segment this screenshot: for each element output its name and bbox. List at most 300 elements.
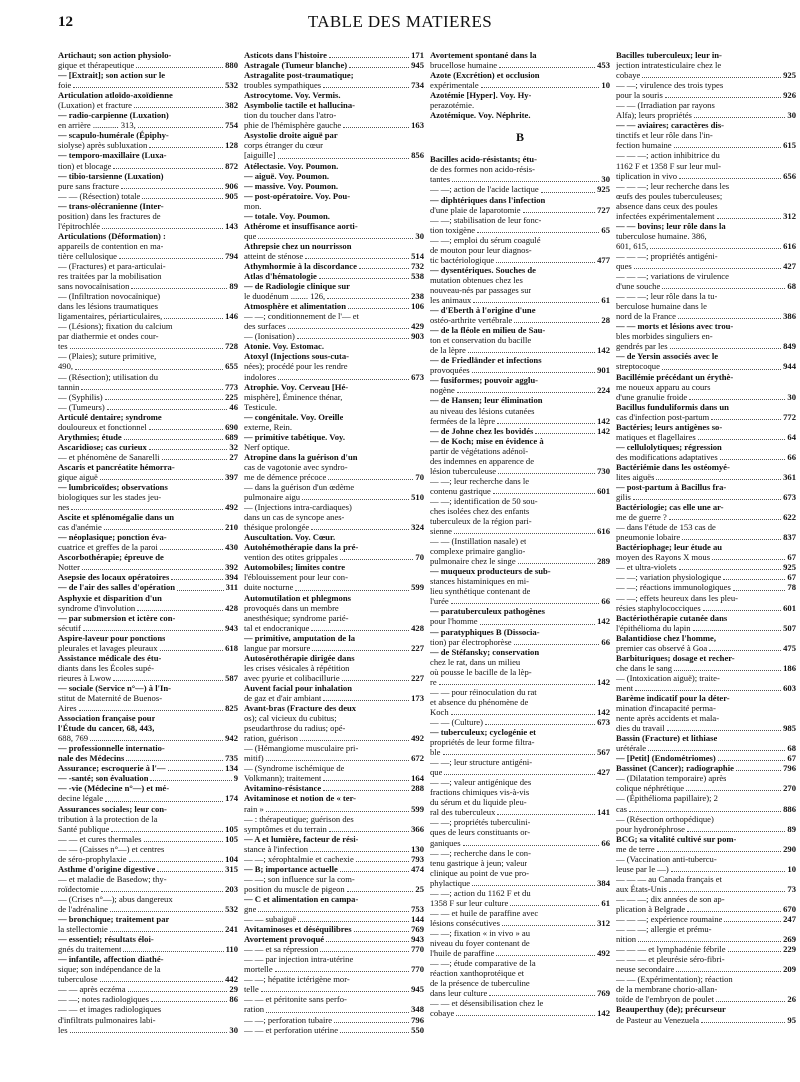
index-entry-term: duite nocturne — [244, 582, 294, 593]
index-entry-page: 886 — [783, 803, 796, 814]
index-entry-term: nition — [616, 934, 637, 945]
index-entry — [58, 502, 238, 512]
leader-dots — [113, 167, 223, 169]
leader-dots — [334, 1021, 409, 1023]
leader-dots — [701, 1021, 785, 1023]
index-entry-term: Ascaris et pancréatite hémorra- — [58, 461, 175, 472]
index-entry-term: — de Radiologie clinique sur — [244, 281, 350, 292]
index-entry — [430, 968, 610, 978]
leader-dots — [261, 990, 409, 992]
index-entry-term: roïdectomie — [58, 883, 100, 894]
index-entry-page: 730 — [597, 465, 610, 476]
index-entry-term: troubles sympathiques — [244, 80, 322, 91]
index-entry-page: 224 — [597, 385, 610, 396]
index-entry — [430, 998, 610, 1008]
index-entry — [244, 743, 424, 753]
index-entry — [616, 753, 796, 763]
index-entry-term: de la lèpre — [430, 345, 466, 356]
leader-dots — [354, 930, 410, 932]
index-entry-term: la stellectomie — [58, 924, 108, 935]
index-entry-term: — diphtériques dans l'infection — [430, 194, 546, 205]
index-entry-page: 384 — [597, 877, 610, 888]
index-entry — [58, 572, 238, 582]
index-entry — [616, 793, 796, 803]
index-entry — [430, 576, 610, 586]
index-entry-term: — (Crises n°—); abus dangereux — [58, 893, 173, 904]
index-entry-page: 67 — [787, 572, 796, 583]
index-entry-term: — — par injection intra-utérine — [244, 954, 354, 965]
leader-dots — [451, 713, 595, 715]
index-entry — [430, 70, 610, 80]
index-entry — [58, 954, 238, 964]
index-entry — [244, 492, 424, 502]
index-entry-term: Articulation atloïdo-axoïdienne — [58, 90, 173, 101]
index-entry-term: lites aiguës — [616, 471, 655, 482]
index-entry — [616, 271, 796, 281]
index-entry-term: de séro-prophylaxie — [58, 853, 127, 864]
index-entry — [430, 456, 610, 466]
index-entry — [616, 713, 796, 723]
leader-dots — [150, 779, 231, 781]
index-entry — [244, 442, 424, 452]
index-entry — [430, 205, 610, 215]
index-entry — [58, 693, 238, 703]
index-entry-page: 227 — [411, 642, 424, 653]
index-entry — [244, 944, 424, 954]
index-entry — [244, 643, 424, 653]
leader-dots — [311, 629, 409, 631]
index-entry-term: syndrome d'involution — [58, 602, 136, 613]
index-entry — [58, 191, 238, 201]
index-entry-term: Atélectasie. Voy. Poumon. — [244, 160, 339, 171]
leader-dots — [138, 126, 223, 128]
index-entry-page: 925 — [783, 70, 796, 81]
leader-dots — [499, 66, 595, 68]
index-entry — [430, 787, 610, 797]
index-entry — [616, 120, 796, 130]
leader-dots — [451, 602, 600, 604]
index-entry — [244, 703, 424, 713]
leader-dots — [295, 589, 409, 591]
index-entry — [244, 783, 424, 793]
index-entry-page: 427 — [783, 260, 796, 271]
index-entry-term: le duodénum ........ 126, — [244, 291, 326, 302]
index-entry — [244, 522, 424, 532]
index-entry — [430, 285, 610, 295]
index-entry-term: — totale. Voy. Poumon. — [244, 210, 330, 221]
index-entry — [616, 90, 796, 100]
index-entry — [244, 60, 424, 70]
index-entry — [244, 130, 424, 140]
index-entry-term: — —; emploi du sérum coagulé — [430, 234, 541, 245]
index-entry-page: 655 — [225, 361, 238, 372]
leader-dots — [157, 870, 223, 872]
index-entry — [616, 914, 796, 924]
index-entry — [244, 171, 424, 181]
index-entry — [244, 964, 424, 974]
index-entry — [430, 536, 610, 546]
index-entry-term: — (Hémangiome musculaire pri- — [244, 743, 359, 754]
index-entry-page: 689 — [225, 431, 238, 442]
index-entry-term: tal et endocranique — [244, 622, 310, 633]
index-entry-term: douloureux et fonctionnel — [58, 421, 147, 432]
index-entry — [616, 382, 796, 392]
index-entry-term: decine légale — [58, 793, 104, 804]
index-entry — [58, 452, 238, 462]
index-entry-term: du sérum et du liquide pleu- — [430, 797, 527, 808]
index-entry — [616, 392, 796, 402]
index-entry-term: neuse secondaire — [616, 964, 675, 975]
index-entry-term: partir de végétations adénoï- — [430, 445, 529, 456]
index-entry-term: Astragalite post-traumatique; — [244, 70, 354, 81]
index-entry-term: — — — et pleurésie séro-fibri- — [616, 954, 725, 965]
index-entry-term: Aires — [58, 703, 77, 714]
index-entry-term: — [Extrait]; son action sur le — [58, 70, 166, 81]
index-entry-page: 142 — [597, 676, 610, 687]
index-entry — [430, 375, 610, 385]
index-entry-page: 672 — [411, 753, 424, 764]
index-entry — [430, 948, 610, 958]
leader-dots — [326, 940, 409, 942]
index-entry-term: nouveau-nés par passages sur — [430, 284, 532, 295]
index-entry — [430, 305, 610, 315]
index-entry-page: 289 — [597, 556, 610, 567]
index-entry-page: 171 — [411, 50, 424, 60]
index-entry-term: sécutif — [58, 622, 81, 633]
index-entry — [616, 50, 796, 60]
index-entry — [430, 416, 610, 426]
index-entry-term: et absence du phénomène de — [430, 696, 529, 707]
index-entry-term: tiplication in vivo — [616, 170, 678, 181]
leader-dots — [356, 860, 409, 862]
index-entry — [244, 834, 424, 844]
index-entry — [616, 974, 796, 984]
index-entry-term: telle — [244, 984, 259, 995]
index-entry — [430, 1008, 610, 1018]
index-entry — [244, 854, 424, 864]
index-entry — [244, 1015, 424, 1025]
index-entry — [430, 797, 610, 807]
index-entry-term: de gaz et d'air ambiant — [244, 693, 322, 703]
index-entry — [58, 874, 238, 884]
index-entry — [616, 844, 796, 854]
index-entry-page: 311 — [225, 582, 238, 593]
index-entry-term: langue par morsure — [244, 642, 311, 653]
index-entry-term: position) dans les fractures de — [58, 210, 161, 221]
index-entry — [430, 687, 610, 697]
index-entry — [244, 593, 424, 603]
index-entry-term: les animaux — [430, 294, 472, 305]
leader-dots — [718, 759, 786, 761]
index-entry-term: — —; leur recherche dans le — [430, 475, 530, 486]
index-entry — [616, 251, 796, 261]
leader-dots — [485, 723, 595, 725]
index-entry-page: 926 — [783, 90, 796, 101]
index-entry-term: cuatrice et greffes de la paroi — [58, 542, 158, 553]
index-entry — [58, 231, 238, 241]
leader-dots — [83, 629, 223, 631]
index-entry — [244, 191, 424, 201]
index-entry-term: nord de la France — [616, 311, 676, 322]
index-entry-page: 315 — [225, 863, 238, 874]
index-entry-term: me de guerre ? — [616, 512, 667, 523]
index-entry — [58, 100, 238, 110]
index-entry-term: — — — au Canada français et — [616, 873, 722, 884]
leader-dots — [518, 562, 595, 564]
index-entry-page: 105 — [225, 833, 238, 844]
index-entry-page: 732 — [411, 260, 424, 271]
index-entry — [244, 542, 424, 552]
index-entry — [616, 502, 796, 512]
leader-dots — [724, 920, 781, 922]
index-entry — [616, 462, 796, 472]
index-entry-term: — (Injections intra-cardiaques) — [244, 502, 352, 513]
index-entry-term: de mouton pour leur diagnos- — [430, 244, 532, 255]
index-entry-term: que — [244, 230, 257, 241]
index-entry-term: Santé publique — [58, 823, 110, 834]
index-entry-term: 601, 615, — [616, 240, 649, 251]
index-entry-term: — (Fractures) et para-articulai- — [58, 260, 166, 271]
index-entry — [616, 532, 796, 542]
index-entry — [616, 321, 796, 331]
index-entry-page: 603 — [783, 682, 796, 693]
index-entry — [58, 462, 238, 472]
index-entry — [244, 713, 424, 723]
index-entry — [616, 773, 796, 783]
index-entry — [58, 130, 238, 140]
index-entry-term: gilis — [616, 492, 631, 503]
index-entry-term: Association française pour — [58, 713, 156, 724]
index-entry-term: Bactéries; leurs antigènes so- — [616, 421, 723, 432]
index-entry-page: 70 — [415, 552, 424, 563]
index-entry-term: corps étranger du cœur — [244, 140, 323, 151]
index-entry — [616, 743, 796, 753]
leader-dots — [669, 518, 781, 520]
index-entry — [616, 1015, 796, 1025]
index-entry — [616, 562, 796, 572]
index-entry-term: tes — [58, 341, 68, 352]
index-entry — [430, 717, 610, 727]
index-entry-term: contenu gastrique — [430, 485, 491, 496]
index-entry — [58, 221, 238, 231]
index-entry-term: vention des otites grippales — [244, 552, 338, 563]
index-entry-term: — congénitale. Voy. Oreille — [244, 411, 344, 422]
leader-dots — [473, 301, 599, 303]
index-entry — [244, 633, 424, 643]
leader-dots — [463, 844, 600, 846]
index-entry-term: ostéo-arthrite vertébrale — [430, 315, 513, 326]
index-entry-term: œufs des poules tuberculeuses; — [616, 190, 723, 201]
index-entry-term: Assistance médicale des étu- — [58, 652, 162, 663]
index-entry — [430, 878, 610, 888]
leader-dots — [477, 231, 599, 233]
index-entry-term: — —; leur structure antigéni- — [430, 757, 533, 768]
index-entry-term: Beauperthuy (de); précurseur — [616, 1004, 726, 1015]
index-column-3 — [430, 50, 610, 1075]
index-entry-term: matiques et flagellaires — [616, 431, 696, 442]
index-entry-term: anesthésique; syndrome parié- — [244, 612, 349, 623]
leader-dots — [496, 954, 595, 956]
index-entry — [58, 683, 238, 693]
index-entry-term: stances histaminiques en mi- — [430, 576, 530, 587]
index-entry-term: — tuberculeux; cyclogénie et — [430, 727, 537, 737]
index-entry-term: — — et images radiologiques — [58, 1004, 162, 1015]
leader-dots — [90, 739, 223, 741]
index-entry — [430, 727, 610, 737]
index-entry — [430, 858, 610, 868]
index-entry-term: — d'Eberth à l'origine d'une — [430, 305, 536, 316]
index-entry-term: Atlas d'hématologie — [244, 271, 317, 282]
leader-dots — [454, 532, 595, 534]
index-entry-page: 30 — [787, 391, 796, 402]
index-entry-term: colique néphrétique — [616, 783, 685, 794]
index-entry-term: Koch — [430, 706, 449, 717]
index-entry-page: 905 — [225, 190, 238, 201]
index-entry — [616, 110, 796, 120]
index-entry — [430, 225, 610, 235]
leader-dots — [149, 448, 228, 450]
leader-dots — [443, 753, 596, 755]
leader-dots — [288, 327, 409, 329]
section-letter-heading: B — [515, 130, 524, 145]
index-entry-page: 492 — [597, 948, 610, 959]
index-entry — [616, 211, 796, 221]
index-entry-term: — (Résection orthopédique) — [616, 813, 714, 824]
index-entry-page: 312 — [597, 917, 610, 928]
index-entry — [58, 814, 238, 824]
index-entry — [244, 733, 424, 743]
index-entry-term: — —; recherche dans le con- — [430, 847, 531, 858]
leader-dots — [110, 910, 223, 912]
leader-dots — [497, 813, 595, 815]
index-entry — [616, 572, 796, 582]
index-entry — [616, 864, 796, 874]
leader-dots — [121, 187, 223, 189]
index-entry-term: expérimentale — [430, 80, 479, 91]
index-entry-term: l'huile de paraffine — [430, 948, 495, 959]
index-entry-term: fection humaine — [616, 140, 672, 151]
index-entry — [430, 100, 610, 110]
index-entry-page: 901 — [597, 365, 610, 376]
leader-dots — [70, 1031, 228, 1033]
index-entry-page: 601 — [597, 485, 610, 496]
index-entry-page: 532 — [225, 80, 238, 91]
index-entry — [58, 974, 238, 984]
index-entry-page: 532 — [225, 903, 238, 914]
index-entry-term: — —; propriétés tuberculini- — [430, 817, 531, 828]
index-entry-page: 186 — [783, 662, 796, 673]
index-entry-term: — [Petit] (Endométriomes) — [616, 753, 716, 764]
index-entry — [244, 301, 424, 311]
index-entry — [430, 245, 610, 255]
leader-dots — [168, 769, 224, 771]
index-entry — [616, 60, 796, 70]
index-column-2 — [244, 50, 424, 1075]
index-entry-term: rain » — [244, 803, 264, 814]
index-entry-term: 490, — [58, 361, 74, 372]
leader-dots — [310, 850, 409, 852]
leader-dots — [686, 789, 781, 791]
index-entry-term: sienne — [430, 526, 452, 537]
index-entry — [58, 271, 238, 281]
index-entry-term: — tibio-tarsienne (Luxation) — [58, 170, 164, 181]
leader-dots — [629, 810, 781, 812]
leader-dots — [669, 890, 786, 892]
leader-dots — [340, 1031, 409, 1033]
leader-dots — [258, 910, 409, 912]
index-entry-term: — de Stéfansky; conservation — [430, 646, 540, 657]
index-entry — [430, 807, 610, 817]
index-entry-term: l'épitrochlée — [58, 220, 101, 231]
index-entry-term: — — (Caisses n°—) et centres — [58, 843, 165, 854]
index-entry-page: 26 — [787, 994, 796, 1005]
index-entry-page: 673 — [783, 492, 796, 503]
index-entry-term: — — et huile de paraffine avec — [430, 907, 539, 918]
index-entry-term: Atonie. Voy. Estomac. — [244, 341, 324, 352]
index-entry — [616, 542, 796, 552]
index-entry — [58, 251, 238, 261]
leader-dots — [720, 458, 786, 460]
index-entry — [616, 361, 796, 371]
index-entry — [244, 422, 424, 432]
index-entry-term: — —; xérophtalmie et cachexie — [244, 853, 354, 864]
index-entry-term: aux États-Unis — [616, 883, 667, 894]
index-entry-term: siolyse) après subluxation — [58, 140, 148, 151]
index-entry-term: — muqueux producteurs de sub- — [430, 566, 551, 577]
index-entry-term: nées); procédé pour les rendre — [244, 361, 348, 372]
index-entry — [616, 221, 796, 231]
index-entry — [616, 311, 796, 321]
index-entry-term: nale des Médecins — [58, 753, 125, 764]
index-entry — [430, 606, 610, 616]
leader-dots — [105, 800, 223, 802]
index-entry — [244, 773, 424, 783]
index-entry-term: — —; perforation tubaire — [244, 1014, 333, 1025]
index-entry — [58, 140, 238, 150]
index-entry — [58, 150, 238, 160]
index-entry-page: 754 — [225, 120, 238, 131]
index-entry-term: Automobiles; limites contre — [244, 562, 346, 573]
index-entry-term: atteint de sténose — [244, 250, 304, 261]
index-entry-term: — — —; dix années de son ap- — [616, 893, 725, 904]
leader-dots — [258, 237, 413, 239]
index-entry — [430, 60, 610, 70]
index-entry-term: symptômes et du terrain — [244, 823, 327, 834]
leader-dots — [105, 398, 223, 400]
index-entry-term: — — (Irradiation par rayons — [616, 100, 715, 111]
leader-dots — [493, 492, 595, 494]
index-entry-term: 1358 F sur leur culture — [430, 897, 509, 908]
index-entry — [430, 265, 610, 275]
index-entry-term: rieures à Lwow — [58, 672, 112, 683]
index-entry-page: 143 — [225, 220, 238, 231]
index-entry-term: — et phénomène de Sanarelli — [58, 451, 160, 462]
index-entry — [244, 974, 424, 984]
leader-dots — [312, 649, 409, 651]
leader-dots — [266, 759, 410, 761]
index-entry — [430, 767, 610, 777]
leader-dots — [502, 924, 595, 926]
index-entry — [58, 171, 238, 181]
leader-dots — [510, 904, 599, 906]
index-entry-term: — massive. Voy. Poumon. — [244, 180, 339, 191]
leader-dots — [323, 789, 409, 791]
index-entry-page: 673 — [411, 371, 424, 382]
index-entry — [58, 331, 238, 341]
index-entry — [430, 556, 610, 566]
index-entry — [244, 623, 424, 633]
index-entry-term: provoquées — [430, 365, 470, 376]
